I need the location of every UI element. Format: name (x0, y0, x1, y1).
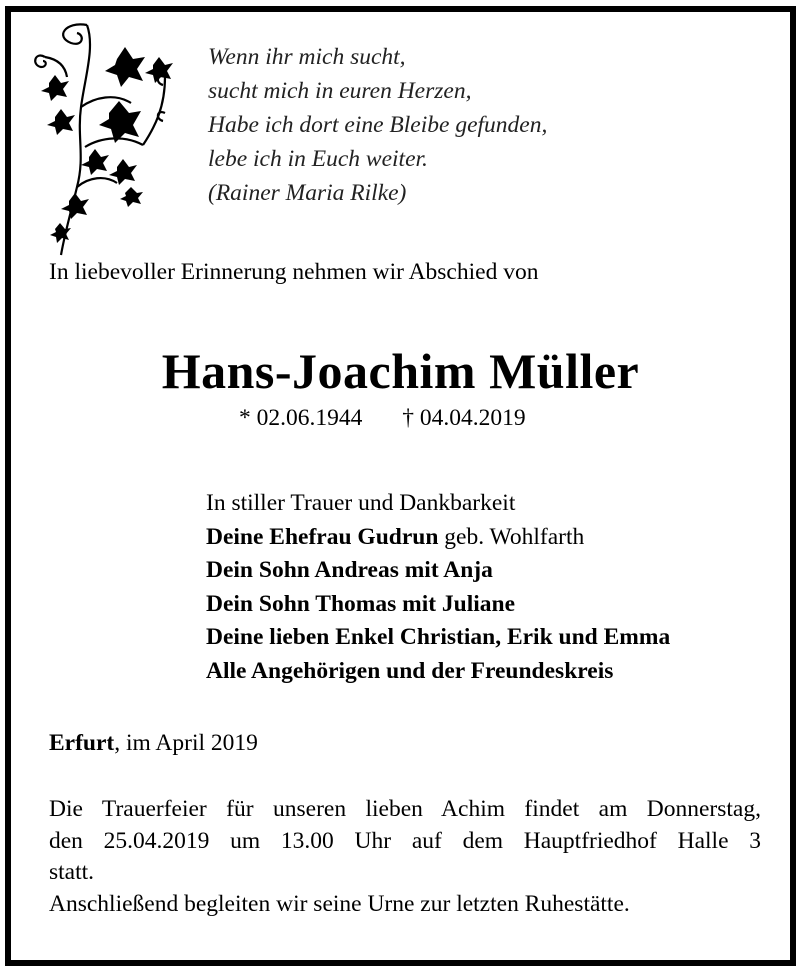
poem-line: Habe ich dort eine Bleibe gefunden, (208, 112, 548, 138)
place-date (49, 730, 258, 757)
mourner-line: Deine lieben Enkel Christian, Erik und Emma (206, 624, 671, 650)
mourner-line (206, 521, 670, 555)
poem-line: Wenn ihr mich sucht, (208, 44, 406, 70)
ceremony-line: statt. (49, 859, 95, 885)
mourner-line: Dein Sohn Thomas mit Juliane (206, 590, 516, 617)
poem-line: sucht mich in euren Herzen, (208, 78, 472, 104)
ceremony-line: den 25.04.2019 um 13.00 Uhr auf dem Hauptfriedhof Halle 3 (49, 827, 761, 854)
mourners-list (206, 487, 670, 688)
ceremony-line: Die Trauerfeier für unseren lieben Achim findet am Donnerstag, (49, 796, 761, 822)
rilke-poem (208, 40, 547, 210)
ivy-vine-icon (25, 17, 185, 257)
city: Erfurt (49, 730, 115, 756)
intro-text: In liebevoller Erinnerung nehmen wir Abschied von (49, 259, 539, 285)
life-dates (239, 405, 526, 432)
poem-attribution: (Rainer Maria Rilke) (208, 180, 407, 206)
mourners-heading: In stiller Trauer und Dankbarkeit (206, 490, 516, 516)
birth-date: * 02.06.1944 (239, 405, 363, 431)
month-year: , im April 2019 (114, 730, 258, 756)
wife-name: Deine Ehefrau Gudrun (206, 523, 439, 550)
wife-maiden-name: geb. Wohlfarth (438, 523, 585, 550)
obituary-notice (5, 6, 796, 966)
mourner-line: Dein Sohn Andreas mit Anja (206, 557, 493, 583)
mourner-line: Alle Angehörigen und der Freundeskreis (206, 657, 614, 684)
poem-line: lebe ich in Euch weiter. (208, 146, 428, 172)
death-date: † 04.04.2019 (402, 405, 526, 431)
ceremony-info (49, 794, 761, 920)
ceremony-line: Anschließend begleiten wir seine Urne zur letzten Ruhestätte. (49, 890, 630, 917)
deceased-name: Hans-Joachim Müller (161, 343, 640, 399)
